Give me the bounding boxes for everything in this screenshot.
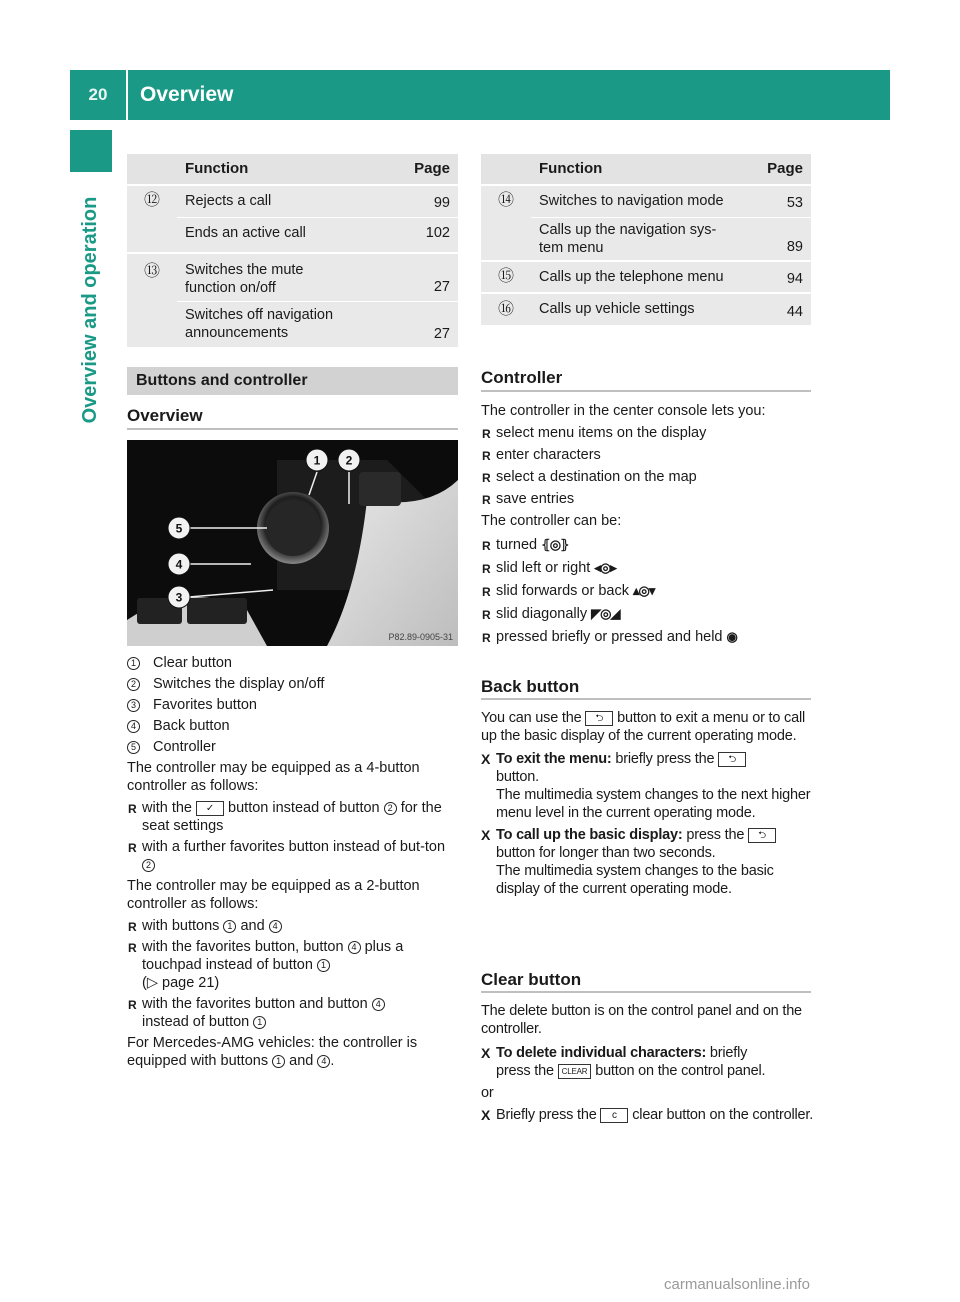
function-table-left xyxy=(127,154,458,347)
row-page: 44 xyxy=(759,293,811,325)
table-row xyxy=(127,185,458,217)
row-page: 53 xyxy=(759,185,811,217)
instruction-step: X To delete individual characters: briefly press the CLEAR button on the control panel. xyxy=(481,1044,816,1080)
back-key-icon: ⮌ xyxy=(748,828,776,843)
row-function: Calls up the navigation sys-tem menu xyxy=(531,217,759,261)
table-header-function: Function xyxy=(177,154,406,185)
row-number xyxy=(127,217,177,253)
seat-icon: ✓ xyxy=(196,801,224,816)
slide-diagonal-icon: ◤◎◢ xyxy=(591,606,620,621)
row-page: 89 xyxy=(759,217,811,261)
heading-clear-button: Clear button xyxy=(481,970,582,989)
table-row xyxy=(127,217,458,253)
row-number: ⑫ xyxy=(127,185,177,217)
controller-text xyxy=(481,402,816,646)
table-row xyxy=(481,261,811,293)
legend-item: 3 Favorites button xyxy=(127,696,462,714)
callout-label: 3 xyxy=(175,590,183,605)
legend-item: 2 Switches the display on/off xyxy=(127,675,462,693)
row-page: 94 xyxy=(759,261,811,293)
heading-rule xyxy=(481,698,811,700)
paragraph: The controller in the center console lets you: xyxy=(481,403,766,419)
heading-controller: Controller xyxy=(481,368,563,387)
callout-label: 5 xyxy=(175,521,183,536)
row-number xyxy=(481,217,531,261)
legend-item: 1 Clear button xyxy=(127,654,462,672)
list-item: R turned ⦃◎⦄ xyxy=(481,536,816,554)
controller-illustration xyxy=(127,440,458,646)
controller-photo xyxy=(127,440,458,646)
paragraph: The delete button is on the control panel and on the controller. xyxy=(481,1003,802,1037)
table-header-page: Page xyxy=(759,154,811,185)
list-item: R select menu items on the display xyxy=(481,424,816,442)
press-icon: ◉ xyxy=(726,629,737,644)
row-page: 102 xyxy=(406,217,458,253)
table-header-function: Function xyxy=(531,154,759,185)
list-item: R with the ✓ button instead of button 2 for the seat settings xyxy=(127,799,462,835)
list-item: R pressed briefly or pressed and held ◉ xyxy=(481,628,816,646)
photo-reference-label: P82.89-0905-31 xyxy=(388,632,453,642)
list-item: R with buttons 1 and 4 xyxy=(127,917,462,935)
table-header-page: Page xyxy=(406,154,458,185)
row-function: Switches to navigation mode xyxy=(531,185,759,217)
table-row xyxy=(127,301,458,347)
list-item: R slid diagonally ◤◎◢ xyxy=(481,605,816,623)
paragraph: The controller may be equipped as a 2-button controller as follows: xyxy=(127,878,420,912)
left-body-text xyxy=(127,654,462,1070)
section-title-buttons-controller: Buttons and controller xyxy=(127,367,458,395)
heading-overview: Overview xyxy=(127,406,203,425)
row-function: Switches off navigation announcements xyxy=(177,301,406,347)
list-item: R with the favorites button and button 4 instead of button 1 xyxy=(127,995,462,1031)
turn-icon: ⦃◎⦄ xyxy=(541,537,569,552)
heading-rule xyxy=(481,991,811,993)
heading-back-button: Back button xyxy=(481,677,580,696)
instruction-step: X To call up the basic display: press the ⮌ button for longer than two seconds. The multimedia system changes to the basic display of the current operating mode. xyxy=(481,826,816,898)
paragraph: For Mercedes-AMG vehicles: the controller is equipped with buttons 1 and 4 . xyxy=(127,1035,418,1069)
page-title: Overview xyxy=(140,82,234,106)
watermark: carmanualsonline.info xyxy=(664,1276,810,1293)
heading-rule xyxy=(481,390,811,392)
row-function: Ends an active call xyxy=(177,217,406,253)
legend-item: 4 Back button xyxy=(127,717,462,735)
row-function: Rejects a call xyxy=(177,185,406,217)
list-item: R slid forwards or back ▴◎▾ xyxy=(481,582,816,600)
row-function: Switches the mute function on/off xyxy=(177,253,406,301)
row-function: Calls up vehicle settings xyxy=(531,293,759,325)
back-key-icon: ⮌ xyxy=(585,711,613,726)
heading-rule xyxy=(127,428,458,430)
clear-button-text xyxy=(481,1002,816,1124)
side-tab-marker xyxy=(70,130,112,172)
list-item: R with the favorites button, button 4 plus a touchpad instead of button 1 (▷ page 21) xyxy=(127,938,462,992)
row-number: ⑭ xyxy=(481,185,531,217)
row-function: Calls up the telephone menu xyxy=(531,261,759,293)
table-header-num xyxy=(481,154,531,185)
slide-fb-icon: ▴◎▾ xyxy=(633,583,655,598)
row-number: ⑯ xyxy=(481,293,531,325)
slide-lr-icon: ◂◎▸ xyxy=(594,560,616,575)
callout-label: 2 xyxy=(345,453,353,468)
row-page: 99 xyxy=(406,185,458,217)
callout-label: 4 xyxy=(175,557,183,572)
row-number: ⑬ xyxy=(127,253,177,301)
paragraph: The controller can be: xyxy=(481,513,622,529)
table-header-num xyxy=(127,154,177,185)
legend-item: 5 Controller xyxy=(127,738,462,756)
list-item: R slid left or right ◂◎▸ xyxy=(481,559,816,577)
back-button-text xyxy=(481,709,816,898)
side-tab-label: Overview and operation xyxy=(79,196,101,424)
back-key-icon: ⮌ xyxy=(718,752,746,767)
row-page: 27 xyxy=(406,253,458,301)
page-number: 20 xyxy=(88,85,108,105)
table-row xyxy=(127,253,458,301)
row-number: ⑮ xyxy=(481,261,531,293)
instruction-step: X To exit the menu: briefly press the ⮌ button. The multimedia system changes to the next higher menu level in the current operating mode. xyxy=(481,750,816,822)
table-row xyxy=(481,217,811,261)
paragraph: The controller may be equipped as a 4-button controller as follows: xyxy=(127,760,420,794)
callout-label: 1 xyxy=(313,453,321,468)
paragraph: or xyxy=(481,1085,494,1101)
instruction-step: X Briefly press the c clear button on the controller. xyxy=(481,1106,816,1124)
row-page: 27 xyxy=(406,301,458,347)
table-row xyxy=(481,293,811,325)
function-table-right xyxy=(481,154,811,325)
list-item: R save entries xyxy=(481,490,816,508)
row-number xyxy=(127,301,177,347)
clear-key-icon: CLEAR xyxy=(558,1064,592,1079)
list-item: R select a destination on the map xyxy=(481,468,816,486)
header-divider xyxy=(126,70,128,120)
list-item: R enter characters xyxy=(481,446,816,464)
list-item: R with a further favorites button instead of but-ton 2 xyxy=(127,838,462,874)
clear-c-key-icon: c xyxy=(600,1108,628,1123)
paragraph: You can use the ⮌ button to exit a menu or to call up the basic display of the current operating mode. xyxy=(481,710,806,744)
table-row xyxy=(481,185,811,217)
